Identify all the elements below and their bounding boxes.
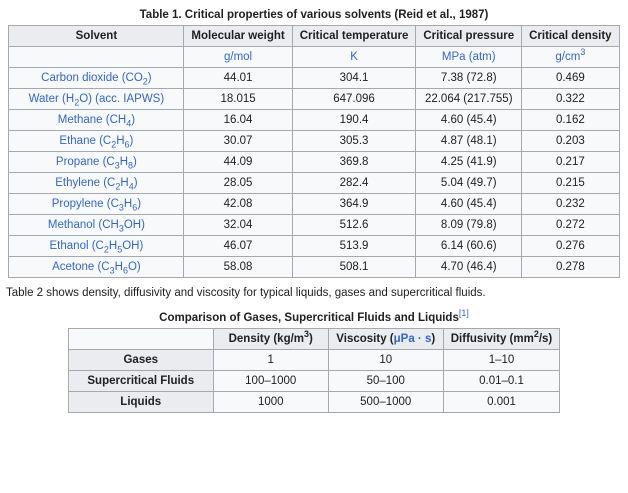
formula-subscript-2: 6 xyxy=(122,265,128,276)
formula-prefix: (C xyxy=(99,156,115,168)
table-row xyxy=(9,110,619,131)
table-row xyxy=(9,173,619,194)
table1-units-row xyxy=(9,47,619,68)
formula-prefix: (H xyxy=(58,93,75,105)
solvent-label: Water xyxy=(28,93,59,105)
formula-suffix: ) xyxy=(129,135,134,147)
formula-suffix: OH) xyxy=(122,240,144,252)
solvent-name-cell[interactable] xyxy=(9,131,184,152)
solvent-label: Propane xyxy=(55,156,100,168)
table1-col-solvent: Solvent xyxy=(9,26,184,47)
formula-prefix: (C xyxy=(100,177,116,189)
formula-subscript: 2 xyxy=(142,76,148,87)
molecular-weight-cell: 46.07 xyxy=(184,236,292,257)
solvent-label: Acetone xyxy=(52,261,95,273)
formula-subscript: 2 xyxy=(103,244,109,255)
table1-unit-critical-density xyxy=(522,47,619,68)
formula-middle: H xyxy=(120,177,129,189)
molecular-weight-cell: 58.08 xyxy=(184,257,292,278)
critical-pressure-cell: 5.04 (49.7) xyxy=(416,173,522,194)
table2-header-row xyxy=(68,329,560,350)
critical-temperature-cell: 647.096 xyxy=(292,89,416,110)
critical-temperature-cell: 190.4 xyxy=(292,110,416,131)
critical-temperature-cell: 282.4 xyxy=(292,173,416,194)
diffusivity-value-cell: 1–10 xyxy=(443,350,560,371)
molecular-weight-cell: 32.04 xyxy=(184,215,292,236)
critical-pressure-cell: 22.064 (217.755) xyxy=(416,89,522,110)
formula-subscript-2: 6 xyxy=(124,139,130,150)
solvent-name-cell[interactable] xyxy=(9,173,184,194)
critical-density-cell: 0.232 xyxy=(522,194,619,215)
critical-temperature-cell: 512.6 xyxy=(292,215,416,236)
density-header-exponent: 3 xyxy=(304,329,310,340)
formula-suffix: ) xyxy=(133,177,138,189)
critical-density-cell: 0.322 xyxy=(522,89,619,110)
formula-middle: H xyxy=(116,135,125,147)
table1-col-critical-temperature: Critical temperature xyxy=(292,26,416,47)
density-value-cell: 1000 xyxy=(213,392,328,413)
formula-subscript-2: 8 xyxy=(128,160,134,171)
solvent-label: Ethylene xyxy=(55,177,101,189)
critical-density-cell: 0.215 xyxy=(522,173,619,194)
formula-suffix: O) (acc. IAPWS) xyxy=(79,93,165,105)
critical-pressure-cell: 6.14 (60.6) xyxy=(416,236,522,257)
critical-properties-table xyxy=(8,25,619,278)
molecular-weight-cell: 18.015 xyxy=(184,89,292,110)
table-row xyxy=(9,89,619,110)
formula-subscript: 3 xyxy=(118,202,124,213)
formula-middle: H xyxy=(114,261,123,273)
table1-unit-molecular-weight: g/mol xyxy=(184,47,292,68)
molecular-weight-cell: 44.09 xyxy=(184,152,292,173)
formula-prefix: (C xyxy=(88,240,104,252)
formula-suffix: ) xyxy=(141,219,145,231)
reference-marker[interactable] xyxy=(459,308,469,318)
unit-density-base: g/cm xyxy=(555,51,581,63)
table-row xyxy=(68,371,560,392)
critical-density-cell: 0.469 xyxy=(522,68,619,89)
diffusivity-value-cell: 0.01–0.1 xyxy=(443,371,560,392)
critical-temperature-cell: 508.1 xyxy=(292,257,416,278)
critical-density-cell: 0.276 xyxy=(522,236,619,257)
formula-subscript-2: 4 xyxy=(128,181,134,192)
formula-prefix: (CO xyxy=(118,72,143,84)
critical-density-cell: 0.272 xyxy=(522,215,619,236)
critical-temperature-cell: 369.8 xyxy=(292,152,416,173)
molecular-weight-cell: 28.05 xyxy=(184,173,292,194)
critical-pressure-cell: 7.38 (72.8) xyxy=(416,68,522,89)
table2-col-viscosity xyxy=(328,329,443,350)
formula-middle: H xyxy=(123,198,133,210)
critical-temperature-cell: 305.3 xyxy=(292,131,416,152)
gases-scf-liquids-table xyxy=(68,328,561,413)
solvent-label: Ethanol xyxy=(49,240,89,252)
formula-subscript: 3 xyxy=(114,160,120,171)
table-row xyxy=(9,215,619,236)
phase-label-cell: Liquids xyxy=(68,392,213,413)
diffusivity-header-suffix: /s) xyxy=(538,333,553,345)
phase-label-cell: Gases xyxy=(68,350,213,371)
formula-prefix: (C xyxy=(103,198,119,210)
molecular-weight-cell: 16.04 xyxy=(184,110,292,131)
critical-pressure-cell: 4.60 (45.4) xyxy=(416,194,522,215)
solvent-name-cell[interactable] xyxy=(9,194,184,215)
table1-col-critical-density: Critical density xyxy=(522,26,619,47)
unit-density-exponent: 3 xyxy=(580,47,586,58)
formula-suffix: ) xyxy=(147,72,152,84)
table2-intro-paragraph: Table 2 shows density, diffusivity and viscosity for typical liquids, gases and supercritical fluids. xyxy=(6,287,486,299)
formula-suffix: ) xyxy=(137,198,142,210)
table1-unit-critical-pressure: MPa (atm) xyxy=(416,47,522,68)
solvent-label: Methanol xyxy=(47,219,96,231)
viscosity-header-prefix: Viscosity ( xyxy=(336,333,394,345)
formula-prefix: (CH xyxy=(95,219,119,231)
table2-col-diffusivity xyxy=(443,329,560,350)
formula-suffix: O) xyxy=(127,261,141,273)
formula-suffix: ) xyxy=(131,114,136,126)
formula-subscript: 3 xyxy=(118,223,124,234)
formula-prefix: (C xyxy=(94,261,110,273)
solvent-name-cell[interactable] xyxy=(9,152,184,173)
critical-pressure-cell: 4.87 (48.1) xyxy=(416,131,522,152)
solvent-name-cell[interactable] xyxy=(9,68,184,89)
table1-col-critical-pressure: Critical pressure xyxy=(416,26,522,47)
table-row xyxy=(9,68,619,89)
formula-subscript: 2 xyxy=(115,181,121,192)
formula-middle: H xyxy=(119,156,129,168)
reference-link[interactable]: [1] xyxy=(458,308,469,319)
critical-pressure-cell: 4.25 (41.9) xyxy=(416,152,522,173)
table1-unit-critical-temperature: K xyxy=(292,47,416,68)
table-row xyxy=(68,392,560,413)
molecular-weight-cell: 44.01 xyxy=(184,68,292,89)
critical-temperature-cell: 513.9 xyxy=(292,236,416,257)
table2-corner-cell xyxy=(68,329,213,350)
critical-density-cell: 0.203 xyxy=(522,131,619,152)
molecular-weight-cell: 42.08 xyxy=(184,194,292,215)
table-row xyxy=(9,152,619,173)
molecular-weight-cell: 30.07 xyxy=(184,131,292,152)
table1-header-row xyxy=(9,26,619,47)
solvent-label: Ethane xyxy=(59,135,96,147)
solvent-label: Methane xyxy=(57,114,103,126)
diffusivity-value-cell: 0.001 xyxy=(443,392,560,413)
critical-density-cell: 0.278 xyxy=(522,257,619,278)
critical-temperature-cell: 304.1 xyxy=(292,68,416,89)
table2-col-density xyxy=(213,329,328,350)
table1-caption: Table 1. Critical properties of various solvents (Reid et al., 1987) xyxy=(139,9,489,21)
viscosity-header-suffix: ) xyxy=(431,333,436,345)
formula-middle: H xyxy=(108,240,118,252)
solvent-name-cell[interactable] xyxy=(9,236,184,257)
table1-unit-solvent xyxy=(9,47,184,68)
density-value-cell: 100–1000 xyxy=(213,371,328,392)
density-value-cell: 1 xyxy=(213,350,328,371)
diffusivity-header-exponent: 2 xyxy=(533,329,539,340)
table-row xyxy=(9,236,619,257)
density-header-close: ) xyxy=(309,333,313,345)
viscosity-unit-link[interactable]: μPa · s xyxy=(393,333,432,345)
solvent-label: Carbon dioxide xyxy=(41,72,119,84)
critical-density-cell: 0.162 xyxy=(522,110,619,131)
formula-middle: OH xyxy=(123,219,142,231)
solvent-label: Propylene xyxy=(51,198,104,210)
table-row xyxy=(9,194,619,215)
critical-density-cell: 0.217 xyxy=(522,152,619,173)
critical-pressure-cell: 4.70 (46.4) xyxy=(416,257,522,278)
table-row xyxy=(9,131,619,152)
formula-prefix: (CH xyxy=(102,114,127,126)
table2-caption-text: Comparison of Gases, Supercritical Fluids and Liquids xyxy=(159,312,459,324)
diffusivity-header-prefix: Diffusivity (mm xyxy=(450,333,534,345)
formula-subscript-2: 6 xyxy=(132,202,138,213)
formula-subscript: 4 xyxy=(126,118,132,129)
table1-col-molecular-weight: Molecular weight xyxy=(184,26,292,47)
density-header-base: Density (kg/m xyxy=(228,333,305,345)
solvent-name-cell[interactable] xyxy=(9,215,184,236)
table-row xyxy=(9,257,619,278)
solvent-name-cell[interactable] xyxy=(9,257,184,278)
formula-subscript: 3 xyxy=(109,265,115,276)
formula-subscript: 2 xyxy=(74,97,80,108)
formula-subscript: 2 xyxy=(111,139,117,150)
solvent-name-cell[interactable] xyxy=(9,89,184,110)
viscosity-value-cell: 500–1000 xyxy=(328,392,443,413)
formula-suffix: ) xyxy=(133,156,137,168)
table2-caption xyxy=(0,308,628,324)
phase-label-cell: Supercritical Fluids xyxy=(68,371,213,392)
critical-pressure-cell: 8.09 (79.8) xyxy=(416,215,522,236)
viscosity-value-cell: 50–100 xyxy=(328,371,443,392)
table-row xyxy=(68,350,560,371)
formula-prefix: (C xyxy=(95,135,112,147)
viscosity-value-cell: 10 xyxy=(328,350,443,371)
critical-temperature-cell: 364.9 xyxy=(292,194,416,215)
document-page xyxy=(0,9,628,493)
critical-pressure-cell: 4.60 (45.4) xyxy=(416,110,522,131)
solvent-name-cell[interactable] xyxy=(9,110,184,131)
formula-subscript-2: 5 xyxy=(117,244,123,255)
